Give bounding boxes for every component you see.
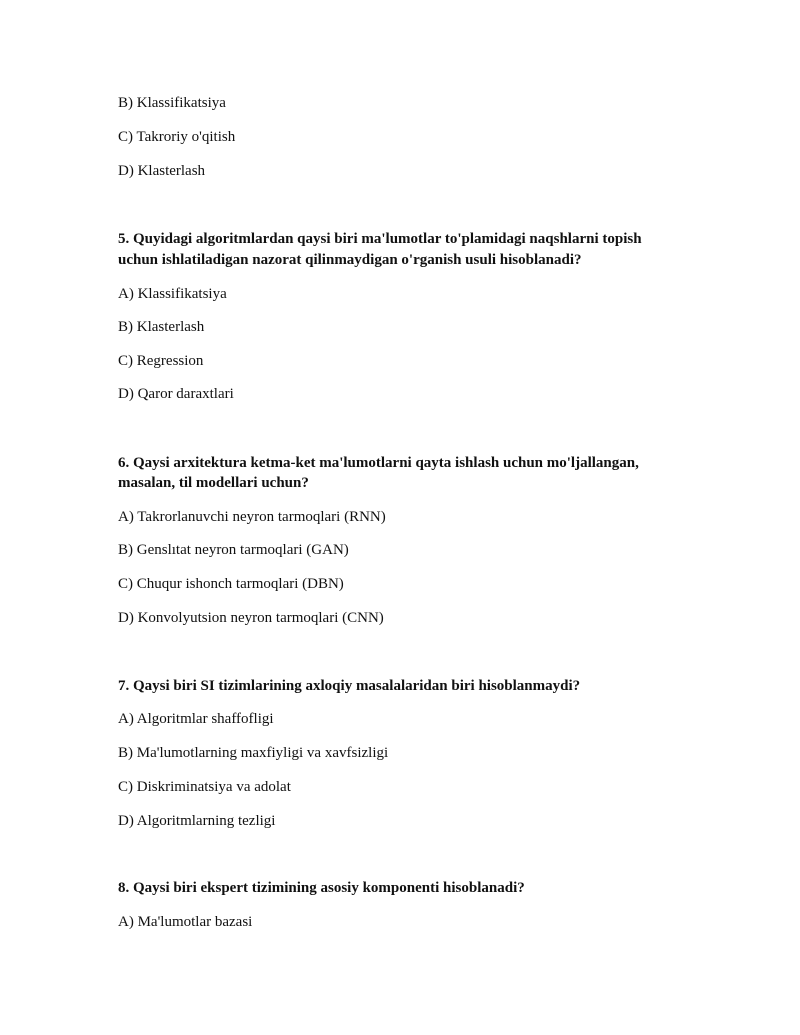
q4-option-c: C) Takroriy o'qitish — [118, 129, 236, 145]
q8-option-a: A) Ma'lumotlar bazasi — [118, 914, 253, 930]
q4-option-b: B) Klassifikatsiya — [118, 95, 226, 111]
q6-option-c: C) Chuqur ishonch tarmoqlari (DBN) — [118, 576, 344, 592]
q5-option-a: A) Klassifikatsiya — [118, 286, 227, 302]
q7-option-c: C) Diskriminatsiya va adolat — [118, 779, 291, 795]
q5-question-line1: 5. Quyidagi algoritmlardan qaysi biri ma'lumotlar to'plamidagi naqshlarni topish — [118, 231, 642, 247]
q8-question-line1: 8. Qaysi biri ekspert tizimining asosiy komponenti hisoblanadi? — [118, 880, 525, 896]
q5-option-c: C) Regression — [118, 353, 204, 369]
q7-option-d: D) Algoritmlarning tezligi — [118, 813, 276, 829]
q6-question-line2: masalan, til modellari uchun? — [118, 475, 309, 491]
q6-question-line1: 6. Qaysi arxitektura ketma-ket ma'lumotlarni qayta ishlash uchun mo'ljallangan, — [118, 455, 639, 471]
q5-option-b: B) Klasterlash — [118, 319, 205, 335]
q7-option-a: A) Algoritmlar shaffofligi — [118, 711, 274, 727]
q6-option-d: D) Konvolyutsion neyron tarmoqlari (CNN) — [118, 610, 384, 626]
q6-option-b: B) Genslıtat neyron tarmoqlari (GAN) — [118, 542, 349, 558]
q5-option-d: D) Qaror daraxtlari — [118, 386, 234, 402]
q4-option-d: D) Klasterlash — [118, 163, 206, 179]
q7-option-b: B) Ma'lumotlarning maxfiyligi va xavfsizligi — [118, 745, 389, 761]
q5-question-line2: uchun ishlatiladigan nazorat qilinmaydigan o'rganish usuli hisoblanadi? — [118, 252, 582, 268]
q6-option-a: A) Takrorlanuvchi neyron tarmoqlari (RNN) — [118, 509, 386, 525]
q7-question-line1: 7. Qaysi biri SI tizimlarining axloqiy masalalaridan biri hisoblanmaydi? — [118, 678, 581, 694]
